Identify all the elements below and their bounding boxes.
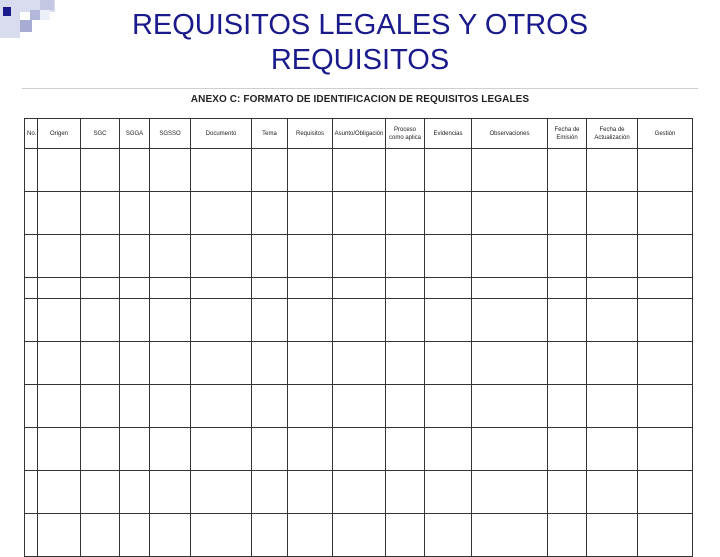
table-cell bbox=[120, 235, 150, 278]
header-cell: Observaciones bbox=[472, 119, 548, 149]
table-cell bbox=[191, 514, 252, 557]
table-cell bbox=[25, 471, 38, 514]
table-cell bbox=[191, 192, 252, 235]
table-cell bbox=[120, 514, 150, 557]
table-cell bbox=[150, 278, 191, 299]
table-cell bbox=[191, 149, 252, 192]
table-cell bbox=[425, 342, 472, 385]
table-cell bbox=[38, 192, 81, 235]
table-cell bbox=[548, 278, 587, 299]
table-cell bbox=[25, 235, 38, 278]
table-cell bbox=[638, 471, 693, 514]
table-cell bbox=[191, 471, 252, 514]
table-cell bbox=[472, 299, 548, 342]
table-cell bbox=[120, 471, 150, 514]
table-cell bbox=[38, 514, 81, 557]
table-cell bbox=[120, 192, 150, 235]
table-cell bbox=[191, 428, 252, 471]
header-cell: Proceso como aplica bbox=[386, 119, 425, 149]
table-cell bbox=[252, 514, 288, 557]
table-cell bbox=[150, 299, 191, 342]
table-cell bbox=[472, 471, 548, 514]
table-cell bbox=[81, 235, 120, 278]
table-cell bbox=[386, 235, 425, 278]
table-row bbox=[25, 471, 693, 514]
table-cell bbox=[638, 342, 693, 385]
table-cell bbox=[548, 149, 587, 192]
table-cell bbox=[252, 342, 288, 385]
table-cell bbox=[81, 342, 120, 385]
table-cell bbox=[25, 428, 38, 471]
table-cell bbox=[425, 149, 472, 192]
table-cell bbox=[252, 428, 288, 471]
table-cell bbox=[472, 514, 548, 557]
header-cell: Requisitos bbox=[288, 119, 333, 149]
table-cell bbox=[386, 471, 425, 514]
title-line-1: REQUISITOS LEGALES Y OTROS bbox=[131, 9, 589, 41]
table-cell bbox=[587, 278, 638, 299]
table-cell bbox=[386, 514, 425, 557]
table-cell bbox=[38, 235, 81, 278]
table-cell bbox=[252, 471, 288, 514]
table-cell bbox=[25, 149, 38, 192]
table-cell bbox=[252, 149, 288, 192]
table-row bbox=[25, 514, 693, 557]
table-cell bbox=[386, 428, 425, 471]
table-cell bbox=[252, 192, 288, 235]
table-cell bbox=[150, 342, 191, 385]
table-row bbox=[25, 428, 693, 471]
table-cell bbox=[548, 192, 587, 235]
table-cell bbox=[548, 385, 587, 428]
table-row bbox=[25, 385, 693, 428]
table-cell bbox=[472, 428, 548, 471]
table-cell bbox=[38, 342, 81, 385]
table-cell bbox=[191, 342, 252, 385]
table-cell bbox=[25, 192, 38, 235]
divider bbox=[22, 88, 698, 89]
table-cell bbox=[25, 278, 38, 299]
table-cell bbox=[288, 342, 333, 385]
table-cell bbox=[333, 471, 386, 514]
table-cell bbox=[288, 428, 333, 471]
table-cell bbox=[587, 235, 638, 278]
table-cell bbox=[425, 514, 472, 557]
table-row bbox=[25, 235, 693, 278]
table-cell bbox=[472, 385, 548, 428]
table-cell bbox=[638, 514, 693, 557]
table-cell bbox=[288, 149, 333, 192]
table-cell bbox=[81, 428, 120, 471]
header-cell: SGC bbox=[81, 119, 120, 149]
table-cell bbox=[120, 342, 150, 385]
table-cell bbox=[38, 149, 81, 192]
table-cell bbox=[81, 149, 120, 192]
table-cell bbox=[638, 149, 693, 192]
table-cell bbox=[150, 514, 191, 557]
header-cell: Tema bbox=[252, 119, 288, 149]
table-cell bbox=[120, 385, 150, 428]
table-cell bbox=[333, 278, 386, 299]
table-cell bbox=[425, 299, 472, 342]
table-cell bbox=[587, 471, 638, 514]
table-cell bbox=[252, 235, 288, 278]
requirements-table bbox=[24, 118, 693, 557]
table-cell bbox=[386, 385, 425, 428]
table-cell bbox=[38, 428, 81, 471]
table-cell bbox=[191, 299, 252, 342]
table-cell bbox=[25, 385, 38, 428]
table-cell bbox=[333, 428, 386, 471]
table-cell bbox=[120, 299, 150, 342]
table-cell bbox=[288, 514, 333, 557]
table-cell bbox=[333, 149, 386, 192]
table-cell bbox=[120, 428, 150, 471]
table-cell bbox=[333, 235, 386, 278]
table-cell bbox=[333, 385, 386, 428]
square-bullet-icon bbox=[3, 7, 11, 16]
table-cell bbox=[25, 299, 38, 342]
table-cell bbox=[548, 342, 587, 385]
table-cell bbox=[425, 428, 472, 471]
table-cell bbox=[150, 428, 191, 471]
table-cell bbox=[150, 471, 191, 514]
table-cell bbox=[252, 299, 288, 342]
table-cell bbox=[386, 342, 425, 385]
table-cell bbox=[425, 471, 472, 514]
table-cell bbox=[150, 235, 191, 278]
table-cell bbox=[587, 149, 638, 192]
table-cell bbox=[548, 471, 587, 514]
table-row bbox=[25, 192, 693, 235]
table-cell bbox=[252, 385, 288, 428]
table-cell bbox=[548, 428, 587, 471]
table-cell bbox=[81, 299, 120, 342]
table-cell bbox=[25, 514, 38, 557]
table-row bbox=[25, 278, 693, 299]
header-cell: SGSSO bbox=[150, 119, 191, 149]
table-cell bbox=[288, 235, 333, 278]
table-cell bbox=[81, 278, 120, 299]
table-cell bbox=[587, 192, 638, 235]
table-cell bbox=[472, 149, 548, 192]
table-cell bbox=[150, 192, 191, 235]
table-cell bbox=[425, 278, 472, 299]
table-cell bbox=[120, 278, 150, 299]
table-cell bbox=[472, 192, 548, 235]
table-row bbox=[25, 149, 693, 192]
table-cell bbox=[150, 385, 191, 428]
table-cell bbox=[252, 278, 288, 299]
table-cell bbox=[425, 385, 472, 428]
table-cell bbox=[587, 385, 638, 428]
table-cell bbox=[548, 235, 587, 278]
table-cell bbox=[472, 278, 548, 299]
table-cell bbox=[333, 192, 386, 235]
table-cell bbox=[191, 385, 252, 428]
table-cell bbox=[587, 342, 638, 385]
table-cell bbox=[386, 192, 425, 235]
table-cell bbox=[548, 514, 587, 557]
header-cell: Fecha de Actualización bbox=[587, 119, 638, 149]
table-cell bbox=[638, 278, 693, 299]
table-cell bbox=[288, 385, 333, 428]
table-cell bbox=[638, 299, 693, 342]
table-cell bbox=[333, 342, 386, 385]
table-cell bbox=[38, 299, 81, 342]
header-cell: Fecha de Emisión bbox=[548, 119, 587, 149]
table-cell bbox=[425, 235, 472, 278]
table-cell bbox=[587, 514, 638, 557]
header-cell: No. bbox=[25, 119, 38, 149]
header-cell: Gestión bbox=[638, 119, 693, 149]
table-cell bbox=[150, 149, 191, 192]
table-cell bbox=[638, 385, 693, 428]
table-cell bbox=[288, 192, 333, 235]
table-cell bbox=[191, 235, 252, 278]
table-cell bbox=[81, 192, 120, 235]
table-cell bbox=[425, 192, 472, 235]
table-cell bbox=[38, 471, 81, 514]
header-cell: Asunto/Obligación bbox=[333, 119, 386, 149]
table-cell bbox=[638, 192, 693, 235]
table-cell bbox=[38, 385, 81, 428]
table-body bbox=[25, 149, 693, 557]
table-cell bbox=[638, 235, 693, 278]
table-cell bbox=[333, 514, 386, 557]
table-cell bbox=[333, 299, 386, 342]
header-cell: Origen bbox=[38, 119, 81, 149]
table-cell bbox=[288, 278, 333, 299]
table-cell bbox=[587, 299, 638, 342]
table-cell bbox=[386, 149, 425, 192]
table-row bbox=[25, 299, 693, 342]
slide-title bbox=[100, 8, 620, 78]
table-cell bbox=[386, 299, 425, 342]
table-cell bbox=[81, 385, 120, 428]
header-cell: Documento bbox=[191, 119, 252, 149]
table-cell bbox=[548, 299, 587, 342]
table-row bbox=[25, 342, 693, 385]
table-cell bbox=[288, 299, 333, 342]
table-cell bbox=[81, 471, 120, 514]
table-cell bbox=[38, 278, 81, 299]
table-cell bbox=[472, 342, 548, 385]
header-cell: Evidencias bbox=[425, 119, 472, 149]
table-cell bbox=[81, 514, 120, 557]
table-cell bbox=[472, 235, 548, 278]
header-row bbox=[25, 119, 693, 149]
table-cell bbox=[386, 278, 425, 299]
table-cell bbox=[120, 149, 150, 192]
table-cell bbox=[191, 278, 252, 299]
table-cell bbox=[25, 342, 38, 385]
form-subtitle: ANEXO C: FORMATO DE IDENTIFICACION DE REQUISITOS LEGALES bbox=[190, 94, 530, 105]
table-cell bbox=[638, 428, 693, 471]
table-cell bbox=[288, 471, 333, 514]
title-line-2: REQUISITOS bbox=[270, 44, 450, 76]
header-cell: SGGA bbox=[120, 119, 150, 149]
table-cell bbox=[587, 428, 638, 471]
